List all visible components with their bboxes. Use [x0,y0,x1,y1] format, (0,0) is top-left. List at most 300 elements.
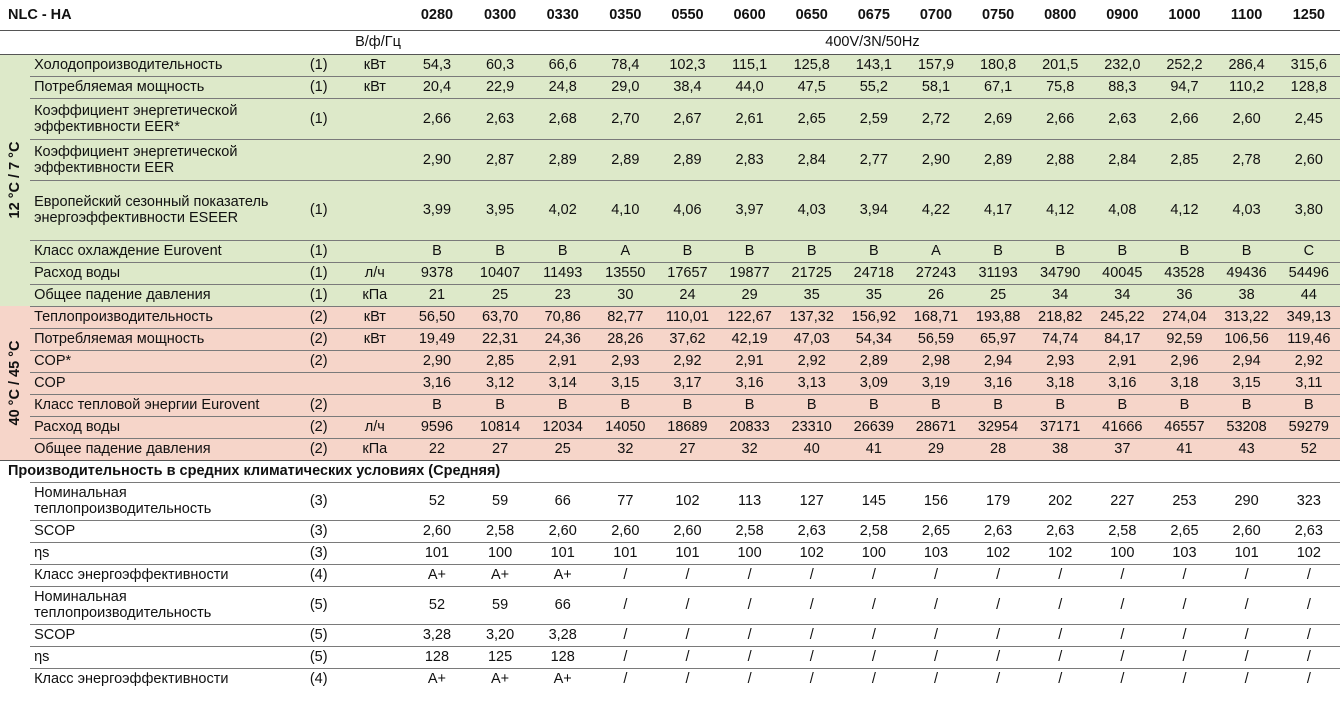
row-name: Общее падение давления [30,438,293,460]
value-cell: 101 [531,542,594,564]
value-cell: 2,65 [781,98,843,139]
value-cell: / [967,646,1029,668]
row-unit [345,646,405,668]
value-cell: 101 [405,542,469,564]
value-cell: 4,08 [1091,180,1153,240]
value-cell: / [905,624,967,646]
section-side-label [0,306,30,460]
value-cell: / [1029,586,1091,624]
data-row [0,438,1340,460]
row-name: Расход воды [30,416,293,438]
row-unit [345,240,405,262]
row-unit: кПа [345,284,405,306]
data-row [0,416,1340,438]
value-cell: 70,86 [531,306,594,328]
value-cell: / [1091,564,1153,586]
value-cell: 2,85 [469,350,531,372]
value-cell: 102 [967,542,1029,564]
value-cell: 29 [719,284,781,306]
value-cell: 3,99 [405,180,469,240]
value-cell: 54,34 [843,328,905,350]
model-header: 0550 [656,0,718,30]
value-cell: 4,02 [531,180,594,240]
row-unit: л/ч [345,262,405,284]
value-cell: 27 [656,438,718,460]
value-cell: 94,7 [1153,76,1215,98]
value-cell: / [843,624,905,646]
value-cell: 28 [967,438,1029,460]
value-cell: / [781,646,843,668]
row-name: Потребляемая мощность [30,328,293,350]
value-cell: 193,88 [967,306,1029,328]
value-cell: 180,8 [967,54,1029,76]
value-cell: 3,14 [531,372,594,394]
value-cell: 4,03 [781,180,843,240]
value-cell: 60,3 [469,54,531,76]
value-cell: 47,03 [781,328,843,350]
value-cell: 4,22 [905,180,967,240]
header-row-voltage [0,30,1340,54]
section-title: Производительность в средних климатических условиях (Средняя) [0,460,1340,482]
value-cell: 100 [719,542,781,564]
value-cell: / [1091,668,1153,690]
value-cell: 36 [1153,284,1215,306]
value-cell: 2,60 [531,520,594,542]
value-cell: 32954 [967,416,1029,438]
value-cell: 2,83 [719,139,781,180]
value-cell: 24718 [843,262,905,284]
value-cell: 2,63 [781,520,843,542]
value-cell: / [1153,564,1215,586]
value-cell: 201,5 [1029,54,1091,76]
value-cell: 35 [843,284,905,306]
value-cell: 44 [1278,284,1340,306]
value-cell: / [1278,624,1340,646]
value-cell: 3,20 [469,624,531,646]
value-cell: 27243 [905,262,967,284]
value-cell: 102 [1029,542,1091,564]
row-unit [345,624,405,646]
value-cell: 3,18 [1029,372,1091,394]
row-name: ηs [30,646,293,668]
value-cell: 101 [594,542,656,564]
value-cell: 102 [781,542,843,564]
row-unit: кВт [345,306,405,328]
data-row [0,350,1340,372]
value-cell: 37,62 [656,328,718,350]
value-cell: 2,63 [967,520,1029,542]
value-cell: 3,15 [594,372,656,394]
seasonal-row [0,482,1340,520]
value-cell: 313,22 [1216,306,1278,328]
value-cell: 59279 [1278,416,1340,438]
row-name: Класс тепловой энергии Eurovent [30,394,293,416]
row-note: (1) [293,262,345,284]
value-cell: 27 [469,438,531,460]
value-cell: 2,69 [967,98,1029,139]
row-name: Расход воды [30,262,293,284]
value-cell: 23310 [781,416,843,438]
value-cell: 3,95 [469,180,531,240]
value-cell: / [1153,646,1215,668]
value-cell: 227 [1091,482,1153,520]
value-cell: 2,58 [719,520,781,542]
value-cell: 75,8 [1029,76,1091,98]
model-header: 0650 [781,0,843,30]
value-cell: 252,2 [1153,54,1215,76]
row-unit: кВт [345,76,405,98]
row-name: Номинальная теплопроизводительность [30,482,293,520]
row-note: (2) [293,416,345,438]
value-cell: B [469,240,531,262]
value-cell: 110,2 [1216,76,1278,98]
row-name: Класс охлаждение Eurovent [30,240,293,262]
value-cell: B [594,394,656,416]
value-cell: 143,1 [843,54,905,76]
value-cell: 127 [781,482,843,520]
value-cell: B [1091,394,1153,416]
value-cell: / [1278,668,1340,690]
row-unit: кВт [345,54,405,76]
value-cell: 31193 [967,262,1029,284]
row-note [293,139,345,180]
value-cell: 10814 [469,416,531,438]
row-unit [345,482,405,520]
row-spacer [0,482,30,520]
value-cell: 23 [531,284,594,306]
value-cell: 59 [469,482,531,520]
value-cell: / [1091,646,1153,668]
value-cell: 100 [843,542,905,564]
value-cell: 119,46 [1278,328,1340,350]
value-cell: 24,36 [531,328,594,350]
value-cell: 19877 [719,262,781,284]
value-cell: 2,89 [531,139,594,180]
value-cell: 128 [405,646,469,668]
row-spacer [0,646,30,668]
value-cell: B [781,240,843,262]
value-cell: B [843,240,905,262]
value-cell: 2,98 [905,350,967,372]
voltage-value: 400V/3N/50Hz [405,30,1340,54]
model-header: 1000 [1153,0,1215,30]
value-cell: 2,72 [905,98,967,139]
row-spacer [0,542,30,564]
value-cell: 42,19 [719,328,781,350]
row-name: ηs [30,542,293,564]
value-cell: 18689 [656,416,718,438]
value-cell: / [719,564,781,586]
row-unit [345,668,405,690]
row-spacer [0,586,30,624]
value-cell: / [1029,624,1091,646]
value-cell: 35 [781,284,843,306]
value-cell: / [905,564,967,586]
value-cell: 13550 [594,262,656,284]
value-cell: 34 [1091,284,1153,306]
value-cell: 2,61 [719,98,781,139]
value-cell: B [656,240,718,262]
value-cell: 102,3 [656,54,718,76]
value-cell: 29 [905,438,967,460]
value-cell: 53208 [1216,416,1278,438]
row-unit [345,372,405,394]
value-cell: 37171 [1029,416,1091,438]
value-cell: / [1216,564,1278,586]
data-row [0,328,1340,350]
value-cell: B [469,394,531,416]
row-note: (2) [293,438,345,460]
row-note: (2) [293,328,345,350]
value-cell: 2,67 [656,98,718,139]
value-cell: / [594,646,656,668]
value-cell: 56,50 [405,306,469,328]
value-cell: 92,59 [1153,328,1215,350]
value-cell: 179 [967,482,1029,520]
value-cell: 100 [1091,542,1153,564]
value-cell: 286,4 [1216,54,1278,76]
model-header: 0330 [531,0,594,30]
value-cell: C [1278,240,1340,262]
value-cell: / [967,586,1029,624]
value-cell: 66 [531,586,594,624]
row-note: (4) [293,564,345,586]
value-cell: 9378 [405,262,469,284]
model-header: 0900 [1091,0,1153,30]
value-cell: 125 [469,646,531,668]
data-row [0,54,1340,76]
row-name: Класс энергоэффективности [30,668,293,690]
value-cell: 218,82 [1029,306,1091,328]
value-cell: / [1216,646,1278,668]
value-cell: 245,22 [1091,306,1153,328]
value-cell: 3,13 [781,372,843,394]
value-cell: / [1216,586,1278,624]
value-cell: B [1153,394,1215,416]
value-cell: 3,17 [656,372,718,394]
value-cell: 2,70 [594,98,656,139]
value-cell: 46557 [1153,416,1215,438]
row-name: Теплопроизводительность [30,306,293,328]
value-cell: 2,58 [1091,520,1153,542]
row-name: Номинальная теплопроизводительность [30,586,293,624]
value-cell: 2,91 [531,350,594,372]
value-cell: 38,4 [656,76,718,98]
value-cell: 2,87 [469,139,531,180]
value-cell: 122,67 [719,306,781,328]
value-cell: 274,04 [1153,306,1215,328]
value-cell: 2,60 [1216,98,1278,139]
value-cell: 2,66 [405,98,469,139]
value-cell: 115,1 [719,54,781,76]
value-cell: 2,63 [1029,520,1091,542]
model-header: 0750 [967,0,1029,30]
row-note: (2) [293,350,345,372]
value-cell: 2,84 [1091,139,1153,180]
value-cell: A+ [469,564,531,586]
value-cell: 43528 [1153,262,1215,284]
value-cell: / [1278,586,1340,624]
row-note: (2) [293,394,345,416]
table-title: NLC - HA [0,0,405,30]
row-unit [345,542,405,564]
value-cell: 3,19 [905,372,967,394]
value-cell: 102 [1278,542,1340,564]
value-cell: 63,70 [469,306,531,328]
value-cell: / [656,668,718,690]
row-name: Класс энергоэффективности [30,564,293,586]
value-cell: 20,4 [405,76,469,98]
value-cell: 103 [905,542,967,564]
value-cell: / [656,646,718,668]
value-cell: / [719,624,781,646]
value-cell: 3,80 [1278,180,1340,240]
value-cell: 156 [905,482,967,520]
value-cell: 128,8 [1278,76,1340,98]
value-cell: B [1278,394,1340,416]
value-cell: 2,63 [1091,98,1153,139]
value-cell: 34790 [1029,262,1091,284]
value-cell: 4,17 [967,180,1029,240]
value-cell: 56,59 [905,328,967,350]
value-cell: 3,94 [843,180,905,240]
row-note [293,372,345,394]
value-cell: 2,90 [405,350,469,372]
value-cell: 2,84 [781,139,843,180]
value-cell: / [1278,564,1340,586]
value-cell: A+ [531,564,594,586]
value-cell: / [1091,586,1153,624]
row-unit: кПа [345,438,405,460]
value-cell: 58,1 [905,76,967,98]
value-cell: B [905,394,967,416]
row-name: COP [30,372,293,394]
value-cell: 29,0 [594,76,656,98]
seasonal-row [0,624,1340,646]
value-cell: 67,1 [967,76,1029,98]
value-cell: / [781,624,843,646]
value-cell: / [719,646,781,668]
value-cell: 37 [1091,438,1153,460]
row-name: Коэффициент энергетической эффективности EER [30,139,293,180]
value-cell: / [967,564,1029,586]
value-cell: 82,77 [594,306,656,328]
data-row [0,240,1340,262]
value-cell: 125,8 [781,54,843,76]
row-unit [345,520,405,542]
value-cell: / [594,564,656,586]
row-name: SCOP [30,624,293,646]
seasonal-row [0,586,1340,624]
row-note: (1) [293,240,345,262]
value-cell: 12034 [531,416,594,438]
value-cell: 2,60 [1216,520,1278,542]
value-cell: 137,32 [781,306,843,328]
value-cell: 4,12 [1153,180,1215,240]
value-cell: 290 [1216,482,1278,520]
row-unit [345,350,405,372]
value-cell: 100 [469,542,531,564]
row-note: (1) [293,284,345,306]
value-cell: 59 [469,586,531,624]
model-header: 0350 [594,0,656,30]
value-cell: 3,97 [719,180,781,240]
seasonal-row [0,564,1340,586]
value-cell: 3,16 [1091,372,1153,394]
value-cell: 49436 [1216,262,1278,284]
value-cell: 22 [405,438,469,460]
value-cell: 2,60 [656,520,718,542]
model-header: 1250 [1278,0,1340,30]
value-cell: 2,65 [905,520,967,542]
value-cell: 40045 [1091,262,1153,284]
value-cell: 3,28 [405,624,469,646]
row-note: (5) [293,646,345,668]
value-cell: 74,74 [1029,328,1091,350]
value-cell: 323 [1278,482,1340,520]
row-note: (1) [293,98,345,139]
value-cell: / [719,586,781,624]
value-cell: 2,78 [1216,139,1278,180]
value-cell: B [1029,394,1091,416]
value-cell: 41 [843,438,905,460]
value-cell: B [781,394,843,416]
value-cell: 77 [594,482,656,520]
model-header: 0675 [843,0,905,30]
value-cell: / [905,646,967,668]
model-header: 0800 [1029,0,1091,30]
value-cell: 22,9 [469,76,531,98]
data-row [0,98,1340,139]
value-cell: / [656,586,718,624]
value-cell: 21725 [781,262,843,284]
row-note: (3) [293,542,345,564]
seasonal-row [0,646,1340,668]
value-cell: 202 [1029,482,1091,520]
row-unit [345,98,405,139]
data-row [0,394,1340,416]
row-note: (1) [293,76,345,98]
value-cell: 2,89 [967,139,1029,180]
row-name: COP* [30,350,293,372]
value-cell: 106,56 [1216,328,1278,350]
row-note: (5) [293,624,345,646]
value-cell: B [1216,394,1278,416]
section-side-label-text: 12 °C / 7 °C [7,141,24,219]
value-cell: 22,31 [469,328,531,350]
data-row [0,284,1340,306]
value-cell: / [967,624,1029,646]
value-cell: A [594,240,656,262]
value-cell: / [843,668,905,690]
row-name: Общее падение давления [30,284,293,306]
section-title-row [0,460,1340,482]
value-cell: 43 [1216,438,1278,460]
value-cell: / [843,646,905,668]
row-unit [345,394,405,416]
header-row-models [0,0,1340,30]
value-cell: 38 [1216,284,1278,306]
value-cell: B [656,394,718,416]
value-cell: 168,71 [905,306,967,328]
value-cell: 2,89 [843,350,905,372]
row-unit: кВт [345,328,405,350]
value-cell: 2,60 [1278,139,1340,180]
value-cell: 102 [656,482,718,520]
value-cell: 2,63 [1278,520,1340,542]
value-cell: 2,65 [1153,520,1215,542]
data-row [0,180,1340,240]
